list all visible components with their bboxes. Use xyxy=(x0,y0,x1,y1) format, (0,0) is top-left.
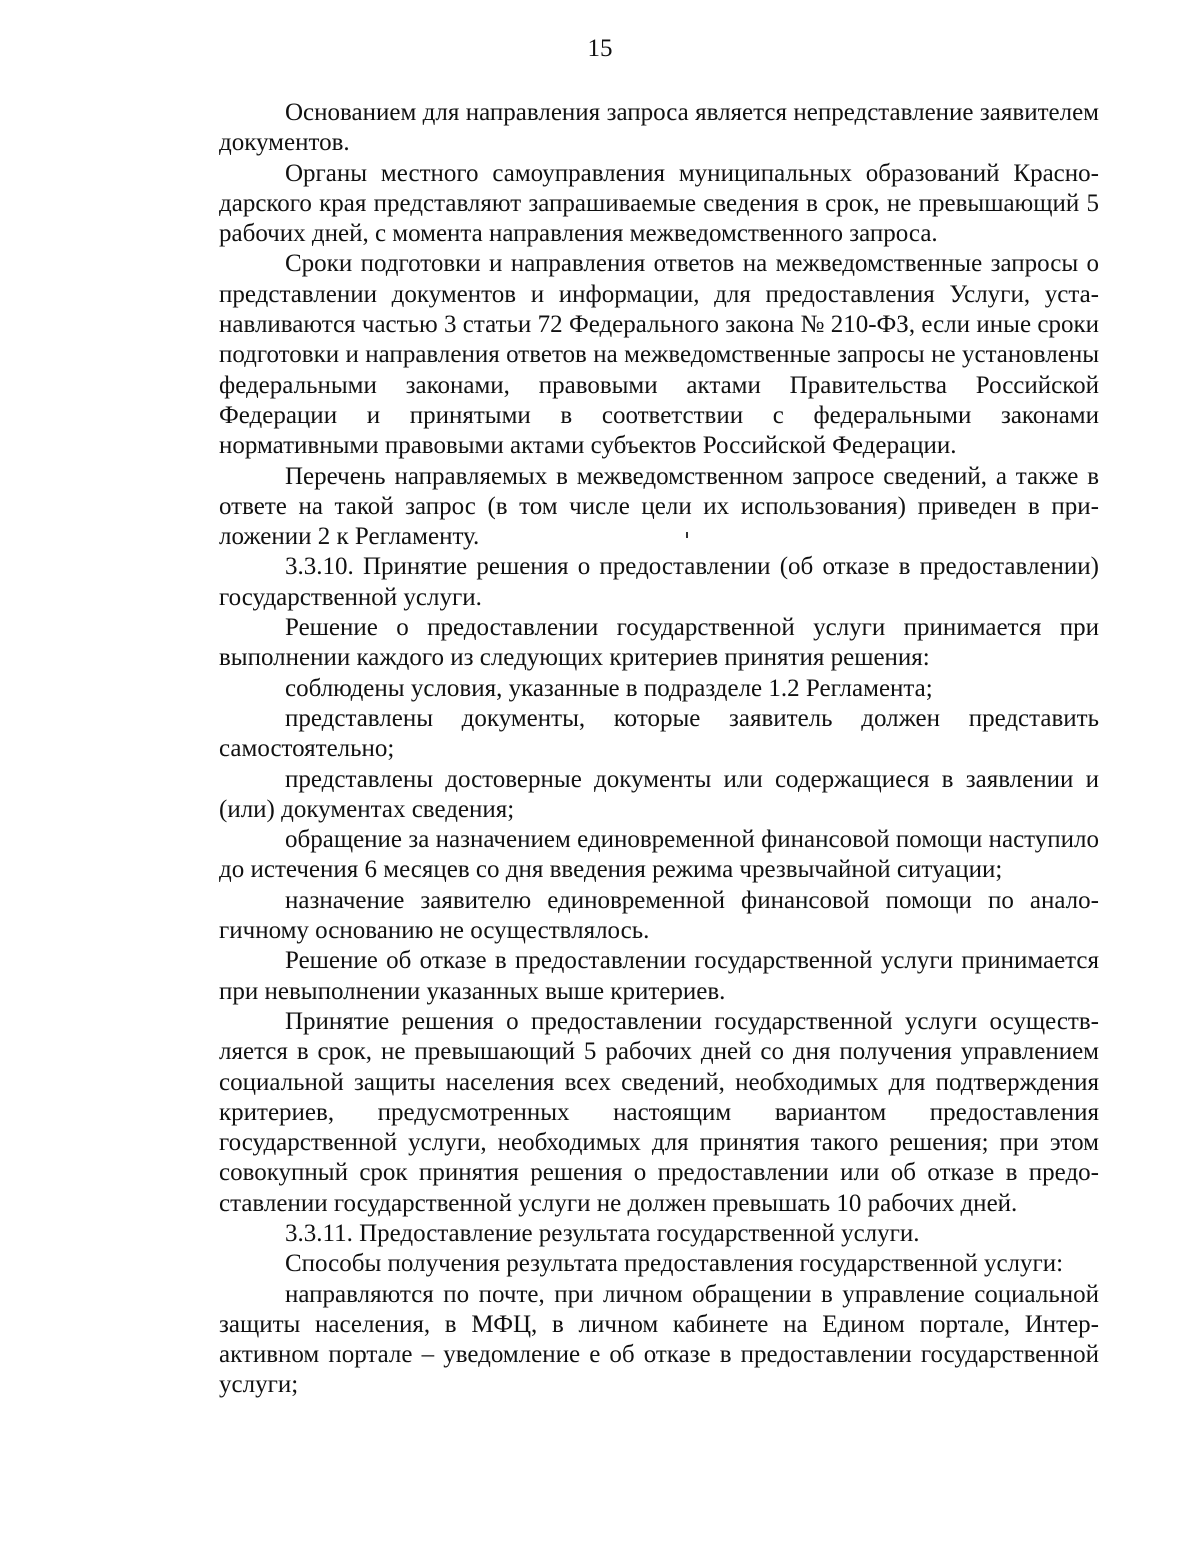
paragraph-local-government: Органы местного самоуправления муниципальных образований Краснодарского края представляют запрашиваемые сведения в срок, не превышающий 5 рабочих дней, с момента направления межведомственного запроса. xyxy=(219,159,1099,248)
section-heading-3-3-11: 3.3.11. Предоставление результата государственной услуги. xyxy=(285,1219,920,1247)
paragraph-decision-timing: Принятие решения о предоставлении государственной услуги осуществляется в срок, не превышающий 5 рабочих дней со дня получения управлением социальной защиты населения всех сведений, необходимых для подтверждения критериев, предусмотренных настоящим вариантом предоставления государственной услуги, необходимых для принятия такого решения; при этом совокупный срок принятия решения о предоставлении или об отказе в предоставлении государственной услуги не должен превышать 10 рабочих дней. xyxy=(219,1007,1099,1217)
page-number: 15 xyxy=(587,35,613,62)
section-heading-3-3-10: 3.3.10. Принятие решения о предоставлении (об отказе в предоставлении) государственной услуги. xyxy=(219,553,1099,611)
paragraph-request-basis: Основанием для направления запроса является непредставление заявителем документов. xyxy=(219,99,1099,157)
criterion-item: обращение за назначением единовременной финансовой помощи наступило до истечения 6 месяцев со дня введения режима чрезвычайной ситуации; xyxy=(219,826,1099,884)
criterion-item: представлены документы, которые заявитель должен представить самостоятельно; xyxy=(219,704,1099,763)
criterion-item: соблюдены условия, указанные в подразделе 1.2 Регламента; xyxy=(285,674,933,702)
paragraph-refusal: Решение об отказе в предоставлении государственной услуги принимается при невыполнении указанных выше критериев. xyxy=(219,947,1099,1005)
paragraph-decision-criteria: Решение о предоставлении государственной услуги принимается при выполнении каждого из следующих критериев принятия решения: xyxy=(219,614,1099,672)
document-body xyxy=(219,98,1099,1401)
scan-speck xyxy=(686,532,688,538)
paragraph-response-terms: Сроки подготовки и направления ответов на межведомственные запросы о представлении документов и информации, для предоставления Услуги, устанавливаются частью 3 статьи 72 Федерального закона № 210-ФЗ, если иные сроки подготовки и направления ответов на межведомственные запросы не установлены федеральными законами, правовыми актами Правительства Российской Федерации и принятыми в соответствии с федеральными законами нормативными правовыми актами субъектов Российской Федерации. xyxy=(219,250,1099,460)
criterion-item: представлены достоверные документы или содержащиеся в заявлении и (или) документах сведения; xyxy=(219,765,1099,823)
paragraph-result-methods: Способы получения результата предоставления государственной услуги: xyxy=(285,1250,1064,1278)
paragraph-delivery: направляются по почте, при личном обращении в управление социальной защиты населения, в МФЦ, в личном кабинете на Едином портале, Интерактивном портале – уведомление е об отказе в предоставлении государственной услуги; xyxy=(219,1280,1099,1399)
criterion-item: назначение заявителю единовременной финансовой помощи по аналогичному основанию не осуществлялось. xyxy=(219,886,1099,945)
paragraph-info-list: Перечень направляемых в межведомственном запросе сведений, а также в ответе на такой запрос (в том числе цели их использования) приведен в приложении 2 к Регламенту. xyxy=(219,462,1099,551)
